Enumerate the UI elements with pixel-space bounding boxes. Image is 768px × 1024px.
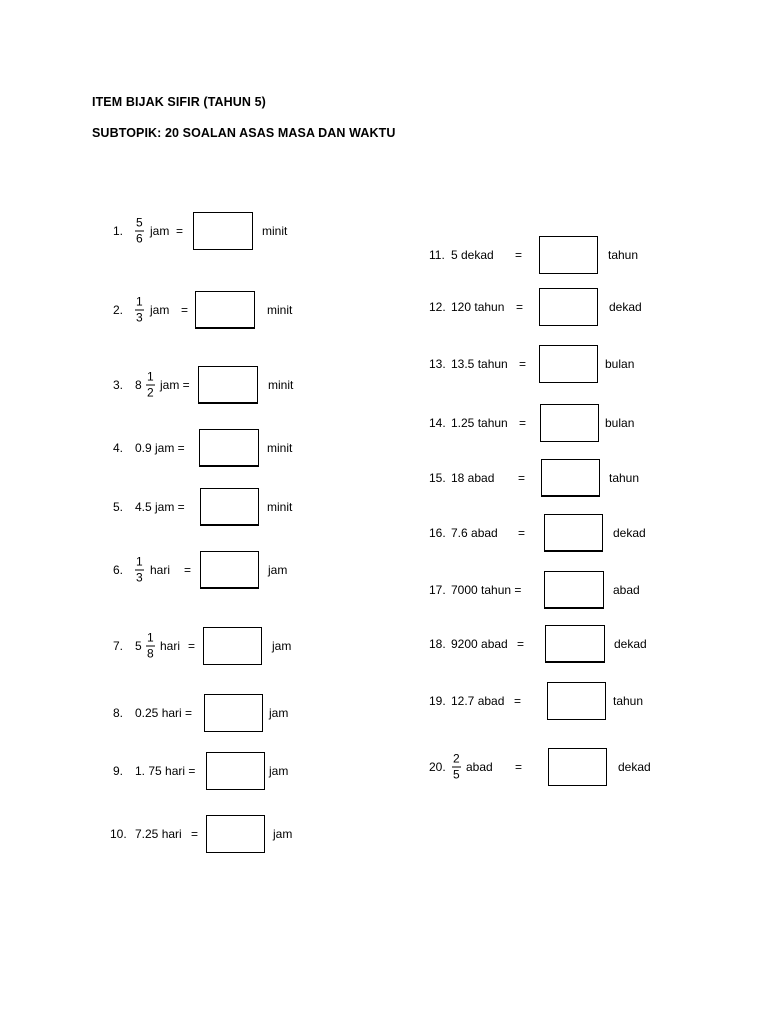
whole-number: 5 xyxy=(135,639,142,653)
question-text: hari xyxy=(160,639,181,653)
unit-label: dekad xyxy=(613,526,646,540)
question-text: abad xyxy=(466,760,493,774)
question-18 xyxy=(0,625,768,663)
whole-number: 8 xyxy=(135,378,142,392)
answer-box[interactable] xyxy=(548,748,607,786)
fraction: 2 5 xyxy=(453,751,460,782)
answer-box[interactable] xyxy=(206,815,265,853)
question-17 xyxy=(0,571,768,609)
question-number: 2. xyxy=(113,303,124,317)
fraction: 1 3 xyxy=(136,294,143,325)
question-text: hari xyxy=(150,563,171,577)
question-text: 18 abad xyxy=(451,471,495,485)
fraction: 5 6 xyxy=(136,215,143,246)
question-number: 20. xyxy=(429,760,446,774)
question-text: 0.9 jam = xyxy=(135,441,185,455)
answer-box[interactable] xyxy=(544,571,604,609)
answer-box[interactable] xyxy=(539,288,598,326)
equals-sign: = xyxy=(176,224,184,238)
unit-label: tahun xyxy=(609,471,640,485)
question-number: 10. xyxy=(110,827,127,841)
question-number: 11. xyxy=(429,248,445,262)
question-19 xyxy=(0,682,768,720)
equals-sign: = xyxy=(518,471,526,485)
fraction: 1 3 xyxy=(136,554,143,585)
question-number: 4. xyxy=(113,441,124,455)
unit-label: minit xyxy=(262,224,288,238)
question-text: 7.25 hari xyxy=(135,827,182,841)
question-number: 16. xyxy=(429,526,446,540)
equals-sign: = xyxy=(517,637,525,651)
unit-label: bulan xyxy=(605,357,635,371)
unit-label: jam xyxy=(269,764,289,778)
answer-box[interactable] xyxy=(544,514,603,552)
question-text: jam xyxy=(150,303,170,317)
worksheet-title: ITEM BIJAK SIFIR (TAHUN 5) xyxy=(92,95,266,109)
unit-label: minit xyxy=(268,378,294,392)
question-text: jam = xyxy=(160,378,190,392)
answer-box[interactable] xyxy=(540,404,599,442)
worksheet-subtitle: SUBTOPIK: 20 SOALAN ASAS MASA DAN WAKTU xyxy=(92,126,396,140)
unit-label: minit xyxy=(267,441,293,455)
equals-sign: = xyxy=(516,300,524,314)
question-number: 3. xyxy=(113,378,124,392)
answer-box[interactable] xyxy=(547,682,606,720)
question-number: 18. xyxy=(429,637,446,651)
equals-sign: = xyxy=(514,694,522,708)
question-16 xyxy=(0,514,768,552)
unit-label: jam xyxy=(268,563,288,577)
question-number: 19. xyxy=(429,694,446,708)
question-text: 7000 tahun = xyxy=(451,583,522,597)
equals-sign: = xyxy=(191,827,199,841)
question-number: 6. xyxy=(113,563,124,577)
question-text: 12.7 abad xyxy=(451,694,505,708)
unit-label: tahun xyxy=(608,248,639,262)
question-number: 7. xyxy=(113,639,124,653)
unit-label: minit xyxy=(267,500,293,514)
unit-label: dekad xyxy=(609,300,642,314)
question-text: 1.25 tahun xyxy=(451,416,508,430)
question-text: 13.5 tahun xyxy=(451,357,508,371)
answer-box[interactable] xyxy=(541,459,600,497)
question-text: 9200 abad xyxy=(451,637,508,651)
unit-label: dekad xyxy=(618,760,651,774)
unit-label: jam xyxy=(269,706,289,720)
question-text: 4.5 jam = xyxy=(135,500,185,514)
unit-label: abad xyxy=(613,583,640,597)
question-text: 5 dekad xyxy=(451,248,494,262)
question-number: 17. xyxy=(429,583,446,597)
answer-box[interactable] xyxy=(545,625,605,663)
question-text: jam xyxy=(150,224,170,238)
answer-box[interactable] xyxy=(539,345,598,383)
unit-label: dekad xyxy=(614,637,647,651)
question-text: 7.6 abad xyxy=(451,526,498,540)
unit-label: tahun xyxy=(613,694,644,708)
equals-sign: = xyxy=(188,639,196,653)
question-11 xyxy=(0,236,768,274)
answer-box[interactable] xyxy=(539,236,598,274)
question-number: 8. xyxy=(113,706,124,720)
equals-sign: = xyxy=(515,248,523,262)
question-text: 120 tahun xyxy=(451,300,505,314)
question-number: 12. xyxy=(429,300,446,314)
question-12 xyxy=(0,288,768,326)
question-number: 13. xyxy=(429,357,446,371)
question-number: 9. xyxy=(113,764,124,778)
equals-sign: = xyxy=(518,526,526,540)
equals-sign: = xyxy=(515,760,523,774)
question-20 xyxy=(0,748,768,786)
unit-label: jam xyxy=(272,639,292,653)
question-number: 1. xyxy=(113,224,124,238)
fraction: 1 2 xyxy=(147,369,154,400)
question-number: 15. xyxy=(429,471,446,485)
equals-sign: = xyxy=(519,416,527,430)
question-text: 0.25 hari = xyxy=(135,706,193,720)
question-number: 5. xyxy=(113,500,124,514)
fraction: 1 8 xyxy=(147,630,154,661)
question-14 xyxy=(0,404,768,442)
equals-sign: = xyxy=(184,563,192,577)
question-13 xyxy=(0,345,768,383)
unit-label: bulan xyxy=(605,416,635,430)
equals-sign: = xyxy=(519,357,527,371)
question-number: 14. xyxy=(429,416,446,430)
unit-label: minit xyxy=(267,303,293,317)
question-text: 1. 75 hari = xyxy=(135,764,196,778)
question-15 xyxy=(0,459,768,497)
unit-label: jam xyxy=(273,827,293,841)
question-10 xyxy=(0,815,380,853)
equals-sign: = xyxy=(181,303,189,317)
